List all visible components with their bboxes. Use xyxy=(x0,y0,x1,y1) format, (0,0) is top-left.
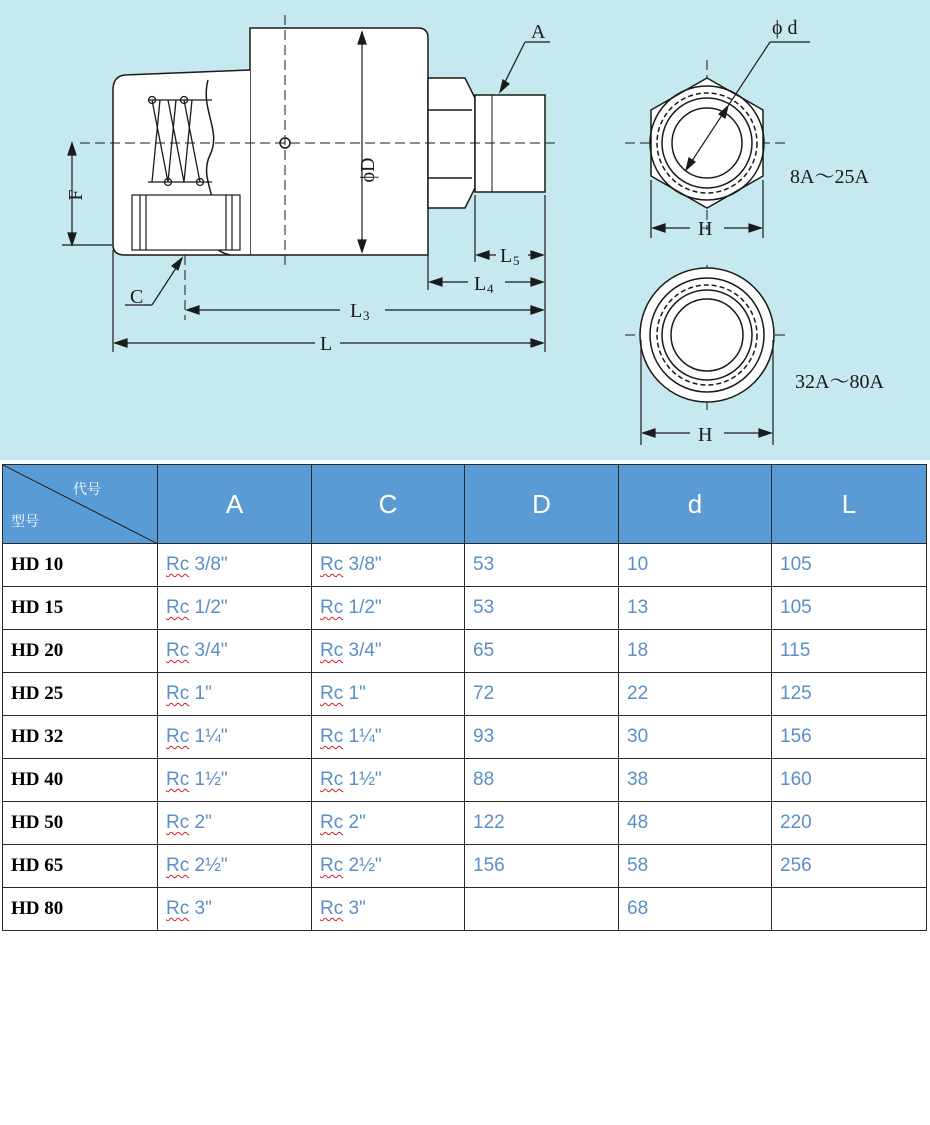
label-l5: L xyxy=(500,245,513,267)
rc-prefix: Rc xyxy=(166,812,190,833)
cell-a xyxy=(158,544,312,587)
table-row xyxy=(3,759,927,802)
cell-l xyxy=(772,888,927,931)
cell-a-size: 1¼" xyxy=(189,726,228,747)
label-l5-sub: 5 xyxy=(513,253,520,268)
cell-model: HD 65 xyxy=(3,845,158,888)
label-h-top: H xyxy=(698,218,713,240)
cell-c-size: 1½" xyxy=(343,769,382,790)
cell-d-big xyxy=(465,888,619,931)
rc-prefix: Rc xyxy=(320,683,344,704)
header-d-big: D xyxy=(465,465,619,544)
cell-a-size: 1" xyxy=(189,683,212,704)
table-row xyxy=(3,845,927,888)
table-row xyxy=(3,587,927,630)
cell-d-small: 68 xyxy=(619,888,772,931)
cell-a xyxy=(158,759,312,802)
label-phi-d: ϕ d xyxy=(772,17,798,39)
rc-prefix: Rc xyxy=(320,597,344,618)
header-l: L xyxy=(772,465,927,544)
cell-a-size: 2½" xyxy=(189,855,228,876)
rc-prefix: Rc xyxy=(166,726,190,747)
cell-l: 105 xyxy=(772,544,927,587)
cell-a-size: 3/4" xyxy=(189,640,228,661)
label-l3: L xyxy=(350,300,363,322)
end-view-round xyxy=(640,268,774,402)
cell-c-size: 1/2" xyxy=(343,597,382,618)
cell-d-small: 22 xyxy=(619,673,772,716)
cell-a-size: 3" xyxy=(189,898,212,919)
cell-d-big: 53 xyxy=(465,544,619,587)
corner-header-cell xyxy=(3,465,158,544)
table-row xyxy=(3,630,927,673)
cell-d-small: 30 xyxy=(619,716,772,759)
cell-model: HD 32 xyxy=(3,716,158,759)
table-row xyxy=(3,888,927,931)
cell-c-size: 3/4" xyxy=(343,640,382,661)
rc-prefix: Rc xyxy=(320,554,344,575)
header-c: C xyxy=(312,465,465,544)
cell-c xyxy=(312,845,465,888)
cell-l: 256 xyxy=(772,845,927,888)
cell-l: 115 xyxy=(772,630,927,673)
cell-l: 125 xyxy=(772,673,927,716)
joint-body-outline xyxy=(250,28,428,255)
rc-prefix: Rc xyxy=(166,640,190,661)
table-row xyxy=(3,673,927,716)
cell-c xyxy=(312,888,465,931)
cell-c-size: 1" xyxy=(343,683,366,704)
cell-a xyxy=(158,587,312,630)
cell-a xyxy=(158,888,312,931)
cell-d-big: 93 xyxy=(465,716,619,759)
cell-model: HD 40 xyxy=(3,759,158,802)
port-c-thread xyxy=(132,195,240,250)
cell-c-size: 3" xyxy=(343,898,366,919)
label-h-bottom: H xyxy=(698,424,713,446)
header-a: A xyxy=(158,465,312,544)
label-phi-D: ϕD xyxy=(357,157,379,183)
label-l4-sub: 4 xyxy=(487,281,494,296)
rc-prefix: Rc xyxy=(320,855,344,876)
cell-c-size: 1¼" xyxy=(343,726,382,747)
cell-a xyxy=(158,845,312,888)
cell-c xyxy=(312,673,465,716)
drawing-svg xyxy=(0,0,930,460)
hex-nut xyxy=(428,78,475,208)
cell-c xyxy=(312,802,465,845)
label-l: L xyxy=(320,333,333,355)
cell-l: 105 xyxy=(772,587,927,630)
rc-prefix: Rc xyxy=(166,855,190,876)
table-row xyxy=(3,802,927,845)
corner-label-model: 型号 xyxy=(11,513,39,529)
cell-c-size: 2½" xyxy=(343,855,382,876)
label-range-small: 8A～25A xyxy=(790,166,869,188)
cell-a xyxy=(158,630,312,673)
technical-drawing xyxy=(0,0,930,460)
cell-d-small: 38 xyxy=(619,759,772,802)
table-row xyxy=(3,544,927,587)
cell-a xyxy=(158,802,312,845)
label-c: C xyxy=(130,286,144,308)
label-range-large: 32A～80A xyxy=(795,371,884,393)
rc-prefix: Rc xyxy=(166,597,190,618)
rc-prefix: Rc xyxy=(320,898,344,919)
rc-prefix: Rc xyxy=(166,683,190,704)
cell-d-big: 65 xyxy=(465,630,619,673)
cell-d-big: 122 xyxy=(465,802,619,845)
table-header-row xyxy=(3,465,927,544)
rc-prefix: Rc xyxy=(320,769,344,790)
header-d-small: d xyxy=(619,465,772,544)
cell-model: HD 25 xyxy=(3,673,158,716)
cell-a-size: 2" xyxy=(189,812,212,833)
cell-l: 160 xyxy=(772,759,927,802)
cell-c xyxy=(312,630,465,673)
rc-prefix: Rc xyxy=(320,812,344,833)
cell-a-size: 1½" xyxy=(189,769,228,790)
rc-prefix: Rc xyxy=(166,769,190,790)
rc-prefix: Rc xyxy=(166,554,190,575)
cell-d-big: 53 xyxy=(465,587,619,630)
cell-d-small: 58 xyxy=(619,845,772,888)
cell-d-small: 10 xyxy=(619,544,772,587)
cell-d-small: 18 xyxy=(619,630,772,673)
spec-table xyxy=(2,464,927,931)
cell-d-small: 13 xyxy=(619,587,772,630)
cell-c xyxy=(312,716,465,759)
cell-a-size: 3/8" xyxy=(189,554,228,575)
table-row xyxy=(3,716,927,759)
label-l4: L xyxy=(474,273,487,295)
cell-model: HD 20 xyxy=(3,630,158,673)
end-view-hex xyxy=(650,78,764,208)
label-a: A xyxy=(531,21,546,43)
rc-prefix: Rc xyxy=(166,898,190,919)
cell-a xyxy=(158,716,312,759)
cell-c xyxy=(312,544,465,587)
cell-model: HD 50 xyxy=(3,802,158,845)
corner-label-code: 代号 xyxy=(73,481,101,497)
cell-a-size: 1/2" xyxy=(189,597,228,618)
cell-d-big: 156 xyxy=(465,845,619,888)
cell-c xyxy=(312,587,465,630)
cell-c xyxy=(312,759,465,802)
cell-c-size: 2" xyxy=(343,812,366,833)
cell-d-big: 72 xyxy=(465,673,619,716)
cell-l: 220 xyxy=(772,802,927,845)
rc-prefix: Rc xyxy=(320,726,344,747)
label-l3-sub: 3 xyxy=(363,308,370,323)
rc-prefix: Rc xyxy=(320,640,344,661)
cell-c-size: 3/8" xyxy=(343,554,382,575)
cell-d-small: 48 xyxy=(619,802,772,845)
cell-l: 156 xyxy=(772,716,927,759)
cell-model: HD 10 xyxy=(3,544,158,587)
label-f: F xyxy=(65,189,87,201)
cell-a xyxy=(158,673,312,716)
corner-diagonal xyxy=(3,465,158,544)
cell-model: HD 80 xyxy=(3,888,158,931)
cell-d-big: 88 xyxy=(465,759,619,802)
cell-model: HD 15 xyxy=(3,587,158,630)
